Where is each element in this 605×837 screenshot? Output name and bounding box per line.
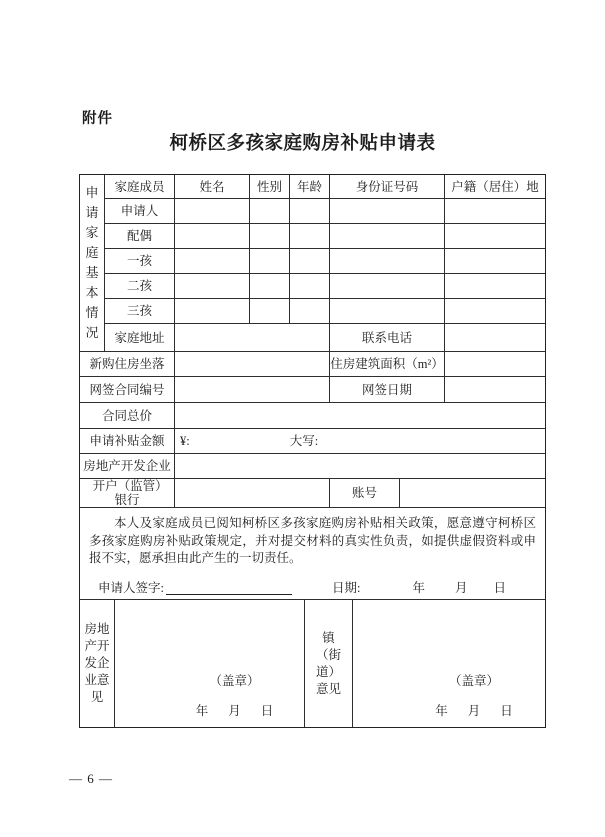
cell-first-child-residence (445, 249, 545, 274)
town-opinion-date: 年 月 日 (435, 704, 513, 718)
cell-spouse-residence (445, 224, 545, 249)
cell-applicant-age (290, 199, 330, 224)
signature-row (89, 581, 536, 595)
label-bank: 开户（监管）银行 (80, 479, 175, 508)
cell-account (400, 479, 545, 508)
cell-contract-number (175, 377, 330, 403)
signature-blank-line (166, 581, 292, 595)
cell-second-child-name (175, 274, 250, 299)
cell-spouse-age (290, 224, 330, 249)
row-label-applicant: 申请人 (105, 199, 175, 224)
cell-second-child-id (330, 274, 445, 299)
cell-second-child-age (290, 274, 330, 299)
cell-first-child-name (175, 249, 250, 274)
header-id-number: 身份证号码 (330, 175, 445, 199)
year-label: 年 (412, 580, 425, 595)
cell-spouse-id (330, 224, 445, 249)
town-stamp-placeholder: （盖章） (448, 674, 499, 688)
declaration-text: 本人及家庭成员已阅知柯桥区多孩家庭购房补贴相关政策，愿意遵守柯桥区多孩家庭购房补贴政策规定，并对提交材料的真实性负责，如提供虚假资料或申报不实，愿承担由此产生的一切责任。 (89, 516, 536, 565)
cell-first-child-age (290, 249, 330, 274)
label-account: 账号 (330, 479, 400, 508)
label-sign-date: 网签日期 (330, 377, 445, 403)
developer-opinion-date: 年 月 日 (195, 704, 274, 718)
date-label: 日期: (331, 580, 361, 595)
cell-first-child-gender (250, 249, 290, 274)
cell-third-child-residence (445, 299, 545, 324)
signature-label: 申请人签字: (98, 580, 164, 595)
cell-building-area (445, 352, 545, 377)
cell-third-child-id (330, 299, 445, 324)
label-subsidy-amount: 申请补贴金额 (80, 429, 175, 454)
label-contact-phone: 联系电话 (330, 324, 445, 352)
header-family-member: 家庭成员 (105, 175, 175, 199)
cell-applicant-residence (445, 199, 545, 224)
town-opinion-cell (353, 600, 545, 727)
cell-third-child-gender (250, 299, 290, 324)
cell-bank (175, 479, 330, 508)
month-label: 月 (454, 580, 468, 595)
amount-yuan-prefix: ¥: (180, 434, 190, 448)
developer-opinion-label: 房地产开发企业意见 (80, 600, 115, 727)
declaration-cell (80, 508, 545, 600)
row-label-second-child: 二孩 (105, 274, 175, 299)
developer-opinion-cell (115, 600, 305, 727)
town-opinion-label: 镇（街道）意见 (305, 600, 353, 727)
attachment-label: 附件 (82, 111, 113, 127)
day-label: 日 (493, 580, 507, 595)
cell-contact-phone (445, 324, 545, 352)
page-number: — 6 — (69, 771, 113, 786)
cell-applicant-id (330, 199, 445, 224)
row-label-spouse: 配偶 (105, 224, 175, 249)
header-residence: 户籍（居住）地 (445, 175, 545, 199)
label-developer: 房地产开发企业 (80, 454, 175, 479)
cell-new-house-location (175, 352, 330, 377)
cell-applicant-gender (250, 199, 290, 224)
label-contract-number: 网签合同编号 (80, 377, 175, 403)
cell-spouse-gender (250, 224, 290, 249)
cell-third-child-age (290, 299, 330, 324)
row-label-first-child: 一孩 (105, 249, 175, 274)
cell-second-child-gender (250, 274, 290, 299)
cell-applicant-name (175, 199, 250, 224)
form-title: 柯桥区多孩家庭购房补贴申请表 (169, 134, 436, 154)
cell-family-address (175, 324, 330, 352)
opinions-row (80, 600, 545, 727)
amount-capital-label: 大写: (289, 434, 319, 448)
cell-subsidy-amount (175, 429, 545, 454)
label-building-area: 住房建筑面积（m²） (330, 352, 445, 377)
application-form-table (79, 174, 546, 728)
cell-second-child-residence (445, 274, 545, 299)
header-age: 年龄 (290, 175, 330, 199)
label-family-address: 家庭地址 (105, 324, 175, 352)
developer-stamp-placeholder: （盖章） (209, 674, 260, 688)
row-label-third-child: 三孩 (105, 299, 175, 324)
cell-spouse-name (175, 224, 250, 249)
label-new-house-location: 新购住房坐落 (80, 352, 175, 377)
cell-developer (175, 454, 545, 479)
section-label-family-basic-info: 申请家庭基本情况 (80, 175, 105, 352)
cell-third-child-name (175, 299, 250, 324)
cell-contract-total (175, 403, 545, 429)
header-gender: 性别 (250, 175, 290, 199)
header-name: 姓名 (175, 175, 250, 199)
cell-sign-date (445, 377, 545, 403)
cell-first-child-id (330, 249, 445, 274)
label-contract-total: 合同总价 (80, 403, 175, 429)
